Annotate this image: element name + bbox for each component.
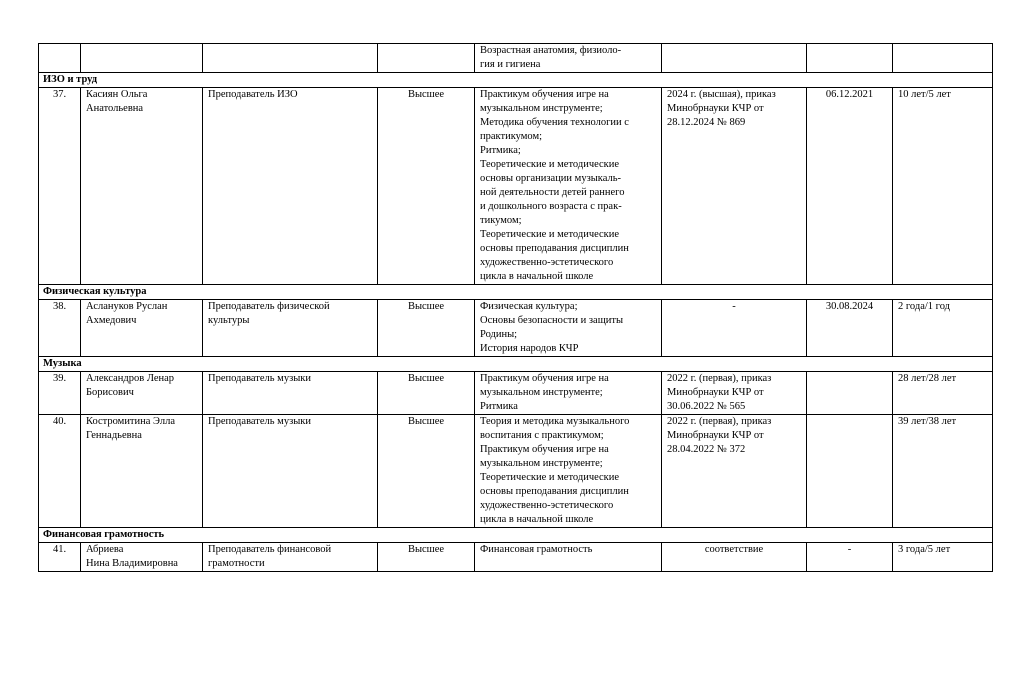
name-cell [81,300,203,357]
table-body [39,44,993,572]
cell-line: 30.06.2022 № 565 [667,401,746,412]
subjects-cell [475,543,662,572]
cell-line: - [732,301,736,312]
cell-line: грамотности [208,558,265,569]
cell-line: Геннадьевна [86,430,142,441]
cell-line: соответствие [704,544,764,555]
table-row [39,88,993,285]
experience-cell: 2 года/1 год [893,300,993,357]
experience-cell [893,44,993,73]
section-header-row [39,528,993,543]
cell-line: Теоретические и методические [480,229,620,240]
cell-line: художественно-эстетического [480,257,614,268]
cell-line: 2022 г. (первая), приказ [667,373,772,384]
cell-line: воспитания с практикумом; [480,430,604,441]
cell-line: культуры [208,315,250,326]
position-cell [203,415,378,528]
education-cell: Высшее [378,88,475,285]
subjects-cell [475,300,662,357]
cell-line: Практикум обучения игре на [480,444,609,455]
num-cell: 37. [39,88,81,285]
date-cell: 06.12.2021 [807,88,893,285]
table-row [39,300,993,357]
num-cell [39,44,81,73]
subjects-cell [475,44,662,73]
cell-line: художественно-эстетического [480,500,614,511]
cell-line: Теория и методика музыкального [480,416,630,427]
section-header-row [39,73,993,88]
cell-line: История народов КЧР [480,343,579,354]
cell-line: музыкальном инструменте; [480,103,603,114]
cell-line: 2024 г. (высшая), приказ [667,89,776,100]
cell-line: и дошкольного возраста с прак- [480,201,622,212]
cell-line: 28.12.2024 № 869 [667,117,746,128]
position-cell [203,44,378,73]
section-title: Физическая культура [39,285,993,300]
table-row-continued [39,44,993,73]
name-cell [81,372,203,415]
num-cell: 38. [39,300,81,357]
cell-line: Минобрнауки КЧР от [667,387,764,398]
cell-line: основы организации музыкаль- [480,173,621,184]
cell-line: музыкальном инструменте; [480,458,603,469]
cell-line: Физическая культура; [480,301,578,312]
cell-line: Практикум обучения игре на [480,373,609,384]
subjects-cell [475,88,662,285]
experience-cell: 28 лет/28 лет [893,372,993,415]
cell-line: Теоретические и методические [480,159,620,170]
date-cell [807,372,893,415]
position-cell [203,372,378,415]
cell-line: Преподаватель финансовой [208,544,332,555]
table-row [39,415,993,528]
cell-line: Ритмика [480,401,518,412]
education-cell: Высшее [378,372,475,415]
section-header-row [39,357,993,372]
cell-line: Основы безопасности и защиты [480,315,624,326]
table-row [39,372,993,415]
date-cell [807,415,893,528]
cell-line: Абриева [86,544,124,555]
cell-line: Финансовая грамотность [480,544,593,555]
education-cell [378,44,475,73]
cell-line: Минобрнауки КЧР от [667,430,764,441]
date-cell: - [807,543,893,572]
cell-line: музыкальном инструменте; [480,387,603,398]
cell-line: основы преподавания дисциплин [480,243,629,254]
staff-table [38,43,993,572]
cell-line: Нина Владимировна [86,558,178,569]
experience-cell: 39 лет/38 лет [893,415,993,528]
subjects-cell [475,372,662,415]
cell-line: Методика обучения технологии с [480,117,629,128]
education-cell: Высшее [378,415,475,528]
section-header-row [39,285,993,300]
category-cell [662,44,807,73]
cell-line: 2022 г. (первая), приказ [667,416,772,427]
experience-cell: 10 лет/5 лет [893,88,993,285]
cell-line: Ритмика; [480,145,521,156]
subjects-cell [475,415,662,528]
name-cell [81,44,203,73]
cell-line: Борисович [86,387,134,398]
category-cell [662,543,807,572]
category-cell [662,415,807,528]
name-cell [81,543,203,572]
subject-line: гия и гигиена [480,59,541,70]
section-title: Финансовая грамотность [39,528,993,543]
cell-line: Костромитина Элла [86,416,175,427]
experience-cell: 3 года/5 лет [893,543,993,572]
date-cell: 30.08.2024 [807,300,893,357]
cell-line: Теоретические и методические [480,472,620,483]
cell-line: Преподаватель музыки [208,416,311,427]
cell-line: Практикум обучения игре на [480,89,609,100]
position-cell [203,88,378,285]
category-cell [662,88,807,285]
subject-line: Возрастная анатомия, физиоло- [480,45,622,56]
cell-line: Александров Ленар [86,373,175,384]
cell-line: практикумом; [480,131,543,142]
section-title: ИЗО и труд [39,73,993,88]
cell-line: Минобрнауки КЧР от [667,103,764,114]
cell-line: Анатольевна [86,103,144,114]
table-row [39,543,993,572]
category-cell [662,372,807,415]
cell-line: цикла в начальной школе [480,271,594,282]
cell-line: цикла в начальной школе [480,514,594,525]
cell-line: тикумом; [480,215,522,226]
date-cell [807,44,893,73]
education-cell: Высшее [378,300,475,357]
cell-line: Преподаватель ИЗО [208,89,298,100]
cell-line: ной деятельности детей раннего [480,187,625,198]
num-cell: 39. [39,372,81,415]
position-cell [203,300,378,357]
name-cell [81,88,203,285]
cell-line: Касиян Ольга [86,89,148,100]
cell-line: основы преподавания дисциплин [480,486,629,497]
cell-line: Аслануков Руслан [86,301,168,312]
name-cell [81,415,203,528]
cell-line: 28.04.2022 № 372 [667,444,746,455]
cell-line: Ахмедович [86,315,137,326]
category-cell [662,300,807,357]
cell-line: Преподаватель музыки [208,373,311,384]
cell-line: Преподаватель физической [208,301,330,312]
position-cell [203,543,378,572]
education-cell: Высшее [378,543,475,572]
num-cell: 40. [39,415,81,528]
cell-line: Родины; [480,329,518,340]
section-title: Музыка [39,357,993,372]
num-cell: 41. [39,543,81,572]
